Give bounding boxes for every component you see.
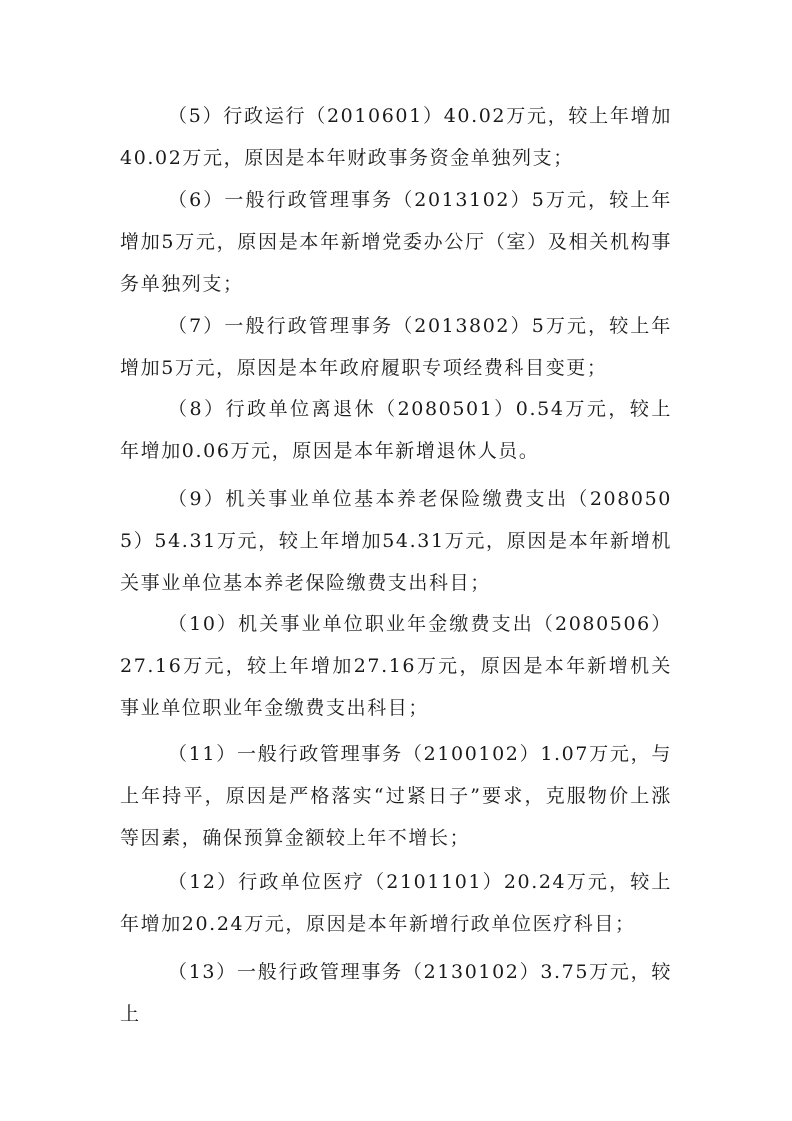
paragraph-item-5: （5）行政运行（2010601）40.02万元，较上年增加40.02万元，原因是本年财政事务资金单独列支； [120,105,672,169]
paragraph-item-9: （9）机关事业单位基本养老保险缴费支出（2080505）54.31万元，较上年增加54.31万元，原因是本年新增机关事业单位基本养老保险缴费支出科目； [120,488,672,594]
paragraph-item-7: （7）一般行政管理事务（2013802）5万元，较上年增加5万元，原因是本年政府履职专项经费科目变更； [120,315,672,379]
paragraph-item-8: （8）行政单位离退休（2080501）0.54万元，较上年增加0.06万元，原因是本年新增退休人员。 [120,398,672,462]
paragraph-item-6: （6）一般行政管理事务（2013102）5万元，较上年增加5万元，原因是本年新增党委办公厅（室）及相关机构事务单独列支； [120,189,672,295]
paragraph-item-12: （12）行政单位医疗（2101101）20.24万元，较上年增加20.24万元，原因是本年新增行政单位医疗科目； [120,871,672,935]
paragraph-item-13: （13）一般行政管理事务（2130102）3.75万元，较上 [120,961,672,1025]
paragraph-item-10: （10）机关事业单位职业年金缴费支出（2080506）27.16万元，较上年增加27.16万元，原因是本年新增机关事业单位职业年金缴费支出科目； [120,613,672,719]
paragraph-item-11: （11）一般行政管理事务（2100102）1.07万元，与上年持平，原因是严格落实“过紧日子”要求，克服物价上涨等因素，确保预算金额较上年不增长； [120,743,672,849]
